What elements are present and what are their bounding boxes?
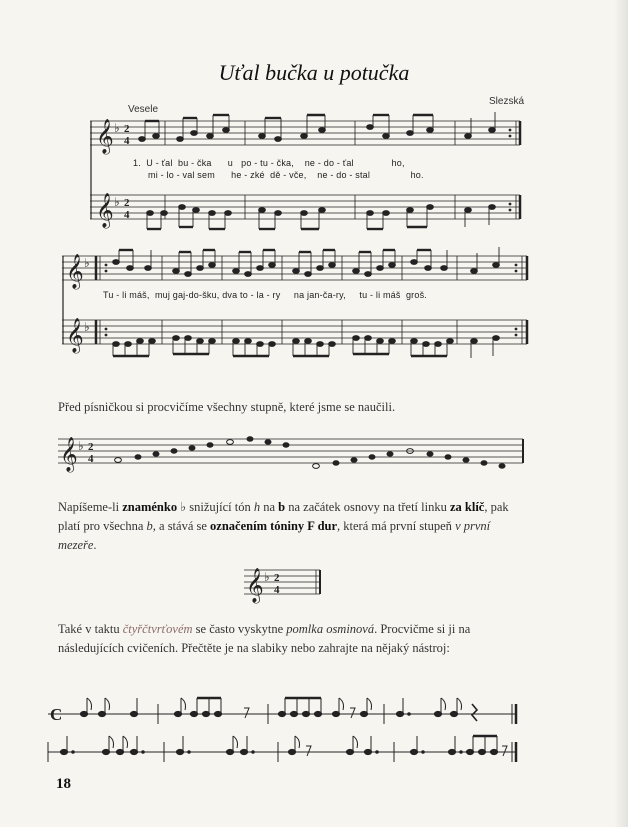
page-edge-shadow (614, 0, 628, 827)
bold-term-za-klic: za klíč (449, 500, 485, 514)
italic-note-h: h (253, 500, 261, 514)
time-signature-bottom: 4 (274, 584, 280, 596)
key-signature-example (244, 562, 324, 602)
text-run: se často vyskytne (192, 622, 287, 636)
time-signature-top: 2 (274, 572, 280, 584)
intro-paragraph: Před písničkou si procvičíme všechny stupně, které jsme se naučili. (58, 400, 396, 414)
lyrics-line-3: Tu - li máš, muj gaj-do-šku, dva to - la - ry na jan-ča-ry, tu - li máš groš. (103, 290, 427, 300)
time-signature-bottom: 4 (124, 209, 130, 221)
key-signature-paragraph (58, 498, 528, 555)
text-run: . Procvičme si ji na následujících cvičeních. Přečtěte je na slabiky nebo zahrajte na nějaký nástroj: (58, 622, 471, 655)
time-signature-top: 2 (88, 441, 94, 453)
song-origin: Slezská (489, 96, 525, 107)
time-signature-bottom: 4 (124, 135, 130, 147)
tempo-marking: Vesele (128, 104, 159, 115)
bold-term-f-dur: označením tóniny F dur (210, 519, 338, 533)
text-run: , pak platí pro všechna (58, 500, 509, 533)
bold-term-znamenko: znaménko (122, 500, 178, 514)
text-run: na (260, 500, 279, 514)
text-run: Také v taktu (58, 622, 123, 636)
key-flat-icon: ♭ (78, 439, 84, 453)
staff-system-2 (62, 250, 532, 360)
text-run: ♭ snižující tón (177, 500, 254, 514)
time-signature-top: 2 (124, 123, 130, 135)
text-run: , která má první stupeň (337, 519, 456, 533)
key-flat-icon: ♭ (114, 195, 120, 209)
rhythm-line-2 (44, 730, 524, 770)
bold-note-b: b (278, 500, 286, 514)
key-flat-icon: ♭ (84, 320, 90, 334)
text-run: na začátek osnovy na třetí linku (285, 500, 450, 514)
song-title: Uťal bučka u potučka (218, 60, 410, 85)
key-flat-icon: ♭ (84, 256, 90, 270)
treble-clef-icon: 𝄞 (66, 254, 84, 289)
treble-clef-icon: 𝄞 (96, 119, 114, 154)
treble-clef-icon: 𝄞 (96, 193, 114, 228)
text-run: . (93, 538, 97, 552)
italic-term-mezera: v první mezeře (58, 519, 491, 552)
rhythm-line-1 (44, 692, 524, 732)
key-flat-icon: ♭ (264, 570, 270, 584)
text-run: Napíšeme-li (58, 500, 123, 514)
rest-paragraph (58, 620, 528, 658)
text-run: , a stává se (152, 519, 211, 533)
time-signature-top: 2 (124, 197, 130, 209)
italic-term-pomlka: pomlka osminová (286, 622, 375, 636)
treble-clef-icon: 𝄞 (66, 318, 84, 353)
scale-staff (58, 425, 528, 475)
italic-note-b: b (146, 519, 153, 533)
page-number: 18 (56, 776, 71, 792)
lyrics-line-1: 1. U - ťal bu - čka u po - tu - čka, ne - do - ťal ho, (133, 158, 405, 168)
italic-term-ctyrctvrtovy: čtyřčtvrťovém (122, 622, 193, 636)
time-signature-bottom: 4 (88, 453, 94, 465)
lyrics-line-2: mi - lo - val sem he - zké dě - vče, ne - do - stal ho. (148, 170, 424, 180)
common-time-icon: C (50, 705, 63, 724)
treble-clef-icon: 𝄞 (60, 437, 78, 472)
treble-clef-icon: 𝄞 (246, 568, 264, 603)
key-flat-icon: ♭ (114, 121, 120, 135)
